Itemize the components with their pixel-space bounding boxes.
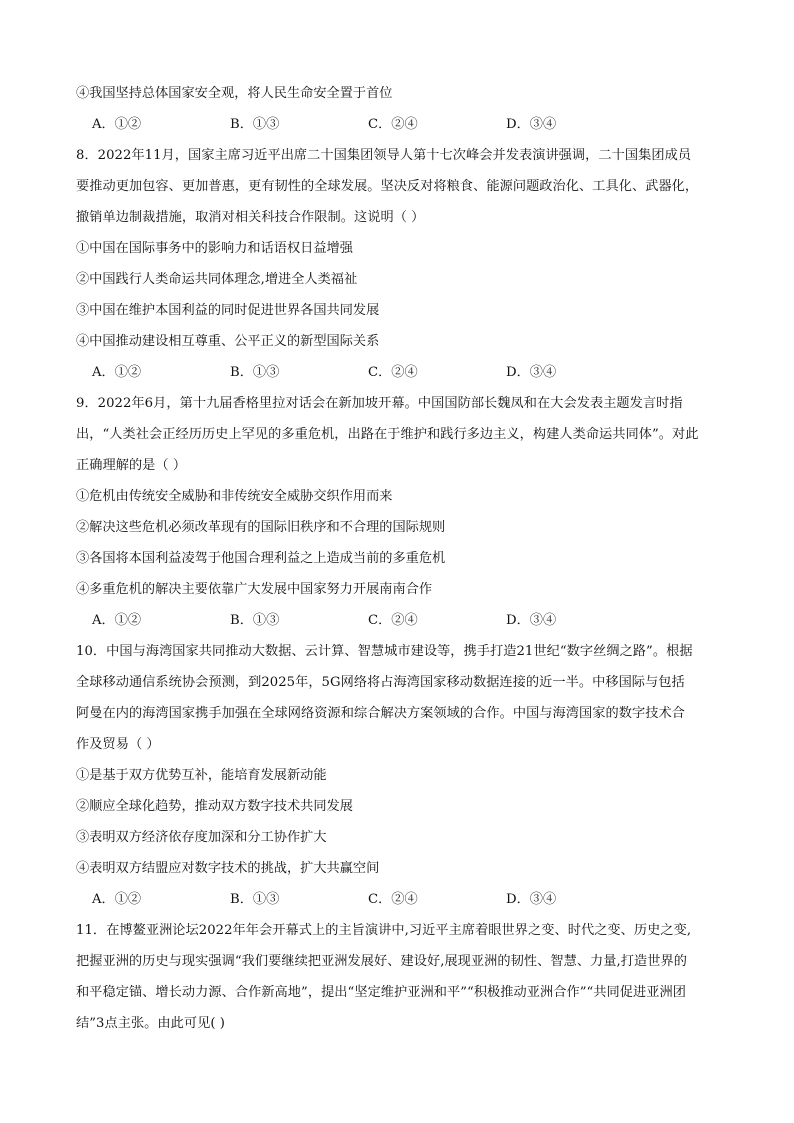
q10-answer-choices xyxy=(76,884,726,915)
q8-choice-d[interactable]: D．③④ xyxy=(506,365,557,380)
q11-stem-line-1: 11．在博鳌亚洲论坛2022年年会开幕式上的主旨演讲中,习近平主席着眼世界之变、时代之变、历史之变, xyxy=(76,923,692,938)
question-8 xyxy=(76,140,726,388)
q8-option-3: ③中国在维护本国利益的同时促进世界各国共同发展 xyxy=(76,303,380,318)
q8-stem-line-1: 8．2022年11月，国家主席习近平出席二十国集团领导人第十七次峰会并发表演讲强调，二十国集团成员 xyxy=(76,148,692,163)
q8-stem-line-3: 撤销单边制裁措施，取消对相关科技合作限制。这说明（ ） xyxy=(76,210,425,225)
q10-choice-d[interactable]: D．③④ xyxy=(506,892,557,907)
q9-answer-choices xyxy=(76,605,726,636)
q8-option-4: ④中国推动建设相互尊重、公平正义的新型国际关系 xyxy=(76,334,380,349)
q10-option-3: ③表明双方经济依存度加深和分工协作扩大 xyxy=(76,830,327,845)
q7-answer-choices xyxy=(76,109,726,140)
q8-answer-choices xyxy=(76,357,726,388)
q10-choice-b[interactable]: B．①③ xyxy=(230,892,280,907)
q7-option-4: ④我国坚持总体国家安全观，将人民生命安全置于首位 xyxy=(76,86,393,101)
q9-choice-d[interactable]: D．③④ xyxy=(506,613,557,628)
q7-choice-b[interactable]: B．①③ xyxy=(230,117,280,132)
q9-choice-a[interactable]: A．①② xyxy=(92,613,142,628)
q9-stem-line-1: 9．2022年6月，第十九届香格里拉对话会在新加坡开幕。中国国防部长魏凤和在大会发表主题发言时指 xyxy=(76,396,683,411)
q10-option-2: ②顺应全球化趋势，推动双方数字技术共同发展 xyxy=(76,799,353,814)
q10-option-4: ④表明双方结盟应对数字技术的挑战，扩大共赢空间 xyxy=(76,861,380,876)
q9-option-2: ②解决这些危机必须改革现有的国际旧秩序和不合理的国际规则 xyxy=(76,520,446,535)
q9-option-1: ①危机由传统安全威胁和非传统安全威胁交织作用而来 xyxy=(76,489,393,504)
q10-choice-c[interactable]: C．②④ xyxy=(368,892,418,907)
q10-option-1: ①是基于双方优势互补，能培育发展新动能 xyxy=(76,768,327,783)
q11-stem-line-2: 把握亚洲的历史与现实强调“我们要继续把亚洲发展好、建设好,展现亚洲的韧性、智慧、力量,打造世界的 xyxy=(76,954,687,969)
q9-option-4: ④多重危机的解决主要依靠广大发展中国家努力开展南南合作 xyxy=(76,582,433,597)
exam-page xyxy=(76,78,726,1039)
q8-option-2: ②中国践行人类命运共同体理念,增进全人类福祉 xyxy=(76,272,358,287)
q7-choice-d[interactable]: D．③④ xyxy=(506,117,557,132)
q10-stem-line-1: 10．中国与海湾国家共同推动大数据、云计算、智慧城市建设等，携手打造21世纪“数字丝绸之路”。根据 xyxy=(76,644,693,659)
q10-stem-line-3: 阿曼在内的海湾国家携手加强在全球网络资源和综合解决方案领域的合作。中国与海湾国家的数字技术合 xyxy=(76,706,685,721)
q7-choice-c[interactable]: C．②④ xyxy=(368,117,418,132)
q11-stem-line-3: 和平稳定锚、增长动力源、合作新高地”，提出“坚定维护亚洲和平”“积极推动亚洲合作”“共同促进亚洲团 xyxy=(76,985,686,1000)
q10-stem-line-4: 作及贸易（ ） xyxy=(76,737,160,752)
q9-choice-b[interactable]: B．①③ xyxy=(230,613,280,628)
q8-choice-a[interactable]: A．①② xyxy=(92,365,142,380)
q8-choice-b[interactable]: B．①③ xyxy=(230,365,280,380)
question-7-tail xyxy=(76,78,726,140)
question-9 xyxy=(76,388,726,636)
q10-stem-line-2: 全球移动通信系统协会预测，到2025年，5G网络将占海湾国家移动数据连接的近一半。中移国际与包括 xyxy=(76,675,685,690)
q9-option-3: ③各国将本国利益凌驾于他国合理利益之上造成当前的多重危机 xyxy=(76,551,446,566)
question-11 xyxy=(76,915,726,1039)
question-10 xyxy=(76,636,726,915)
q8-stem-line-2: 要推动更加包容、更加普惠，更有韧性的全球发展。坚决反对将粮食、能源问题政治化、工具化、武器化， xyxy=(76,179,699,194)
q11-stem-line-4: 结”3点主张。由此可见( ) xyxy=(76,1016,226,1031)
q8-option-1: ①中国在国际事务中的影响力和话语权日益增强 xyxy=(76,241,353,256)
q9-stem-line-3: 正确理解的是（ ） xyxy=(76,458,187,473)
q7-choice-a[interactable]: A．①② xyxy=(92,117,142,132)
q8-choice-c[interactable]: C．②④ xyxy=(368,365,418,380)
q10-choice-a[interactable]: A．①② xyxy=(92,892,142,907)
q9-stem-line-2: 出，“人类社会正经历历史上罕见的多重危机，出路在于维护和践行多边主义，构建人类命运共同体”。对此 xyxy=(76,427,699,442)
q9-choice-c[interactable]: C．②④ xyxy=(368,613,418,628)
